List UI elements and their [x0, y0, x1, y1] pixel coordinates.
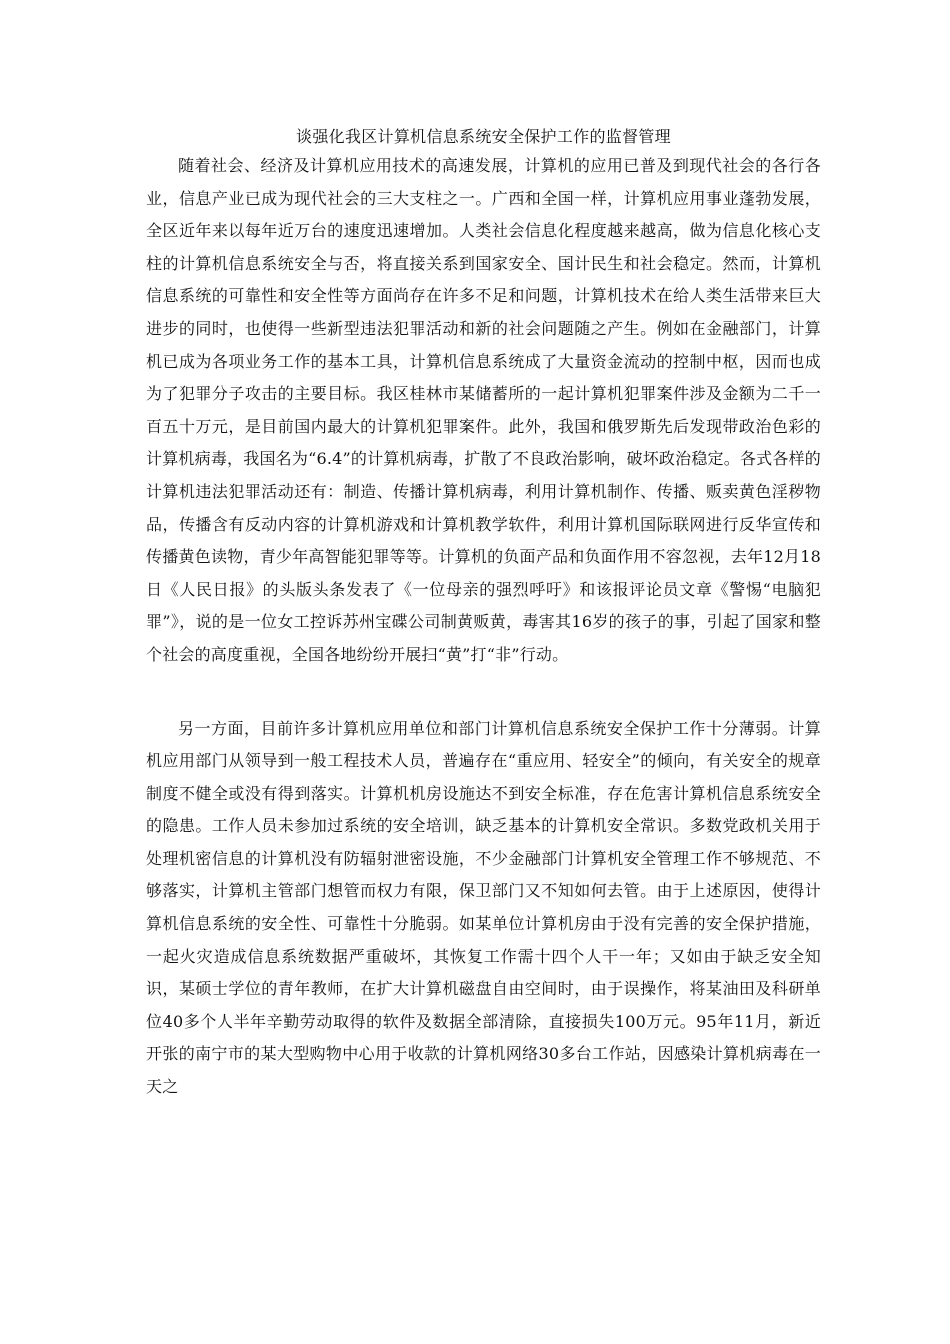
paragraph-2: 另一方面，目前许多计算机应用单位和部门计算机信息系统安全保护工作十分薄弱。计算机应用部门从领导到一般工程技术人员，普遍存在“重应用、轻安全”的倾向，有关安全的规章制度不健全或没有得到落实。计算机机房设施达不到安全标准，存在危害计算机信息系统安全的隐患。工作人员未参加过系统的安全培训，缺乏基本的计算机安全常识。多数党政机关用于处理机密信息的计算机没有防辐射泄密设施，不少金融部门计算机安全管理工作不够规范、不够落实，计算机主管部门想管而权力有限，保卫部门又不知如何去管。由于上述原因，使得计算机信息系统的安全性、可靠性十分脆弱。如某单位计算机房由于没有完善的安全保护措施，一起火灾造成信息系统数据严重破坏，其恢复工作需十四个人干一年；又如由于缺乏安全知识，某硕士学位的青年教师，在扩大计算机磁盘自由空间时，由于误操作，将某油田及科研单位40多个人半年辛勤劳动取得的软件及数据全部清除，直接损失100万元。95年11月，新近开张的南宁市的某大型购物中心用于收款的计算机网络30多台工作站，因感染计算机病毒在一天之	[146, 718, 821, 1097]
paragraph-1: 随着社会、经济及计算机应用技术的高速发展，计算机的应用已普及到现代社会的各行各业，信息产业已成为现代社会的三大支柱之一。广西和全国一样，计算机应用事业蓬勃发展，全区近年来以每年近万台的速度迅速增加。人类社会信息化程度越来越高，做为信息化核心支柱的计算机信息系统安全与否，将直接关系到国家安全、国计民生和社会稳定。然而，计算机信息系统的可靠性和安全性等方面尚存在许多不足和问题，计算机技术在给人类生活带来巨大进步的同时，也使得一些新型违法犯罪活动和新的社会问题随之产生。例如在金融部门，计算机已成为各项业务工作的基本工具，计算机信息系统成了大量资金流动的控制中枢，因而也成为了犯罪分子攻击的主要目标。我区桂林市某储蓄所的一起计算机犯罪案件涉及金额为二千一百五十万元，是目前国内最大的计算机犯罪案件。此外，我国和俄罗斯先后发现带政治色彩的计算机病毒，我国名为“6.4”的计算机病毒，扩散了不良政治影响，破坏政治稳定。各式各样的计算机违法犯罪活动还有：制造、传播计算机病毒，利用计算机制作、传播、贩卖黄色淫秽物品，传播含有反动内容的计算机游戏和计算机教学软件，利用计算机国际联网进行反华宣传和传播黄色读物，青少年高智能犯罪等等。计算机的负面产品和负面作用不容忽视，去年12月18日《人民日报》的头版头条发表了《一位母亲的强烈呼吁》和该报评论员文章《警惕“电脑犯罪”》，说的是一位女工控诉苏州宝碟公司制黄贩黄，毒害其16岁的孩子的事，引起了国家和整个社会的高度重视，全国各地纷纷开展扫“黄”打“非”行动。	[146, 156, 821, 664]
document-body	[146, 124, 821, 1104]
document-title: 谈强化我区计算机信息系统安全保护工作的监督管理	[296, 127, 671, 146]
paragraph-spacer	[146, 672, 821, 713]
